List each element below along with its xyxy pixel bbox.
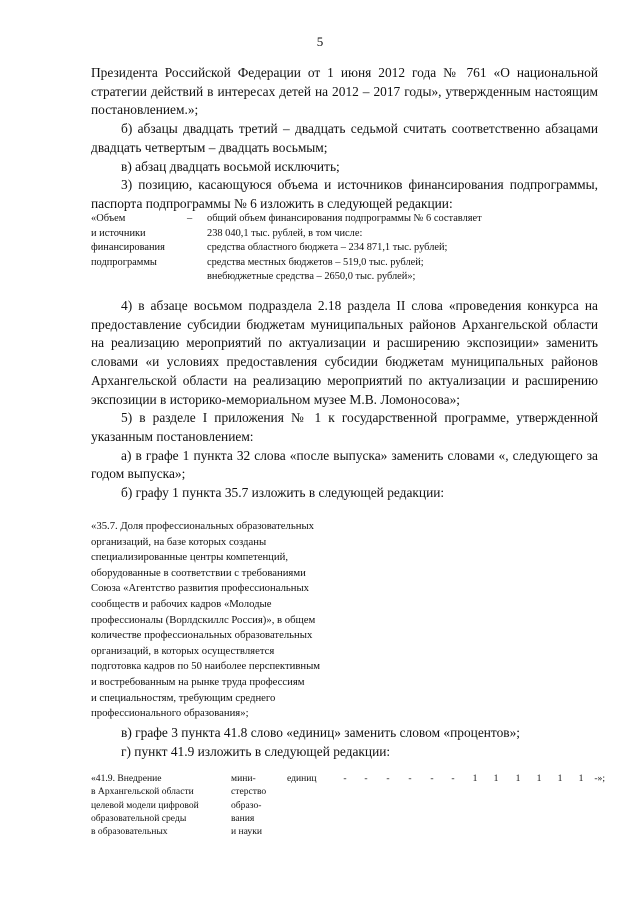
- paragraph-b: б) абзацы двадцать третий – двадцать седьмой считать соответственно абзацами двадцать четвертым – двадцать восьмым;: [91, 121, 598, 155]
- table-cell-value: 1: [493, 773, 499, 784]
- quote-line: и востребованным на рынке труда профессиям: [91, 675, 305, 688]
- table-cell-value: 1: [515, 773, 521, 784]
- paragraph-continuation: Президента Российской Федерации от 1 июня 2012 года № 761 «О национальной стратегии действий в интересах детей на 2012 – 2017 годы», утвержденным настоящим постановлением.»;: [91, 65, 598, 118]
- funding-label-line: «Объем: [91, 213, 126, 224]
- funding-dash: –: [187, 213, 193, 224]
- table-cell-value: 1: [536, 773, 542, 784]
- table-cell-value: 1: [557, 773, 563, 784]
- paragraph-group-middle: [91, 297, 598, 503]
- paragraph-b2: б) графу 1 пункта 35.7 изложить в следующей редакции:: [121, 485, 445, 501]
- paragraph-a: а) в графе 1 пункта 32 слова «после выпуска» заменить словами «, следующего за годом выпуска»;: [91, 447, 598, 482]
- table-col-responsible-line: и науки: [231, 826, 263, 838]
- table-col-responsible-line: стерство: [231, 786, 267, 798]
- quote-line: сообществ и рабочих кадров «Молодые: [91, 597, 272, 610]
- quote-line: организаций, на базе которых созданы: [91, 535, 267, 548]
- table-col-name-line: в образовательных: [91, 826, 168, 838]
- table-col-name-line: «41.9. Внедрение: [91, 773, 162, 784]
- page-number: 5: [316, 34, 324, 49]
- table-col-responsible: [231, 772, 281, 838]
- quote-line: профессионального образования»;: [91, 707, 249, 720]
- quote-line: Союза «Агентство развития профессиональных: [91, 582, 310, 595]
- table-col-name-line: в Архангельской области: [91, 786, 194, 798]
- table-col-responsible-line: образо-: [231, 799, 262, 811]
- paragraph-g: г) пункт 41.9 изложить в следующей редакции:: [121, 743, 391, 759]
- funding-value-line: 238 040,1 тыс. рублей, в том числе:: [207, 227, 363, 239]
- table-cell-value: -: [430, 773, 434, 784]
- paragraph-v: в) абзац двадцать восьмой исключить;: [121, 158, 340, 174]
- quote-line: профессионалы (Ворлдскиллс Россия)», в общем: [91, 613, 316, 626]
- table-col-name-line: целевой модели цифровой: [91, 799, 199, 811]
- paragraph-4: 4) в абзаце восьмом подраздела 2.18 раздела II слова «проведения конкурса на предоставление субсидии бюджетам муниципальных районов Архангельской области на реализацию мероприятий по актуализации и расширению экспозиции» заменить словами «и условиях предоставления субсидии бюджетам муниципальных районов Архангельской области на реализацию мероприятий по актуализации и расширению экспозиции в историко-мемориальном музее М.В. Ломоносова»;: [91, 298, 598, 407]
- table-col-unit: единиц: [287, 773, 317, 784]
- paragraph-group-top: [91, 64, 598, 214]
- funding-label-line: и источники: [91, 227, 146, 239]
- funding-label: [91, 212, 181, 270]
- table-col-responsible-line: мини-: [231, 773, 256, 784]
- paragraph-5: 5) в разделе I приложения № 1 к государственной программе, утвержденной указанным постановлением:: [91, 410, 598, 444]
- paragraph-group-bottom: [91, 724, 598, 761]
- quote-line: оборудованные в соответствии с требованиями: [91, 566, 306, 579]
- table-cell-value: -»;: [594, 773, 605, 784]
- quote-line: организаций, в которых осуществляется: [91, 644, 275, 657]
- quote-line: и специальностям, требующим среднего: [91, 691, 276, 704]
- table-cell-value: -: [364, 773, 368, 784]
- table-cell-value: -: [451, 773, 455, 784]
- table-cell-value: -: [408, 773, 412, 784]
- table-cell-value: -: [386, 773, 390, 784]
- table-col-name: [91, 772, 219, 838]
- funding-values: [207, 212, 597, 285]
- funding-value-line: общий объем финансирования подпрограммы № 6 составляет: [207, 213, 482, 224]
- quote-35-7: [91, 519, 355, 722]
- table-cell-value: -: [343, 773, 347, 784]
- table-41-9: [91, 772, 605, 842]
- table-cell-value: 1: [578, 773, 584, 784]
- funding-label-line: финансирования: [91, 242, 165, 254]
- funding-value-line: средства областного бюджета – 234 871,1 тыс. рублей;: [207, 242, 448, 254]
- paragraph-3: 3) позицию, касающуюся объема и источников финансирования подпрограммы, паспорта подпрограммы № 6 изложить в следующей редакции:: [91, 177, 598, 211]
- table-cell-value: 1: [472, 773, 478, 784]
- quote-line: специализированные центры компетенций,: [91, 551, 289, 564]
- funding-value-line: средства местных бюджетов – 519,0 тыс. рублей;: [207, 256, 424, 268]
- table-col-name-line: образовательной среды: [91, 812, 187, 824]
- quote-line: количестве профессиональных образовательных: [91, 629, 313, 642]
- paragraph-v2: в) графе 3 пункта 41.8 слово «единиц» заменить словом «процентов»;: [121, 725, 521, 740]
- quote-line: подготовка кадров по 50 наиболее перспективным: [91, 660, 321, 673]
- quote-line: «35.7. Доля профессиональных образовательных: [91, 520, 314, 532]
- funding-value-line: внебюджетные средства – 2650,0 тыс. рублей»;: [207, 271, 416, 283]
- table-col-responsible-line: вания: [231, 812, 255, 824]
- funding-label-line: подпрограммы: [91, 256, 157, 268]
